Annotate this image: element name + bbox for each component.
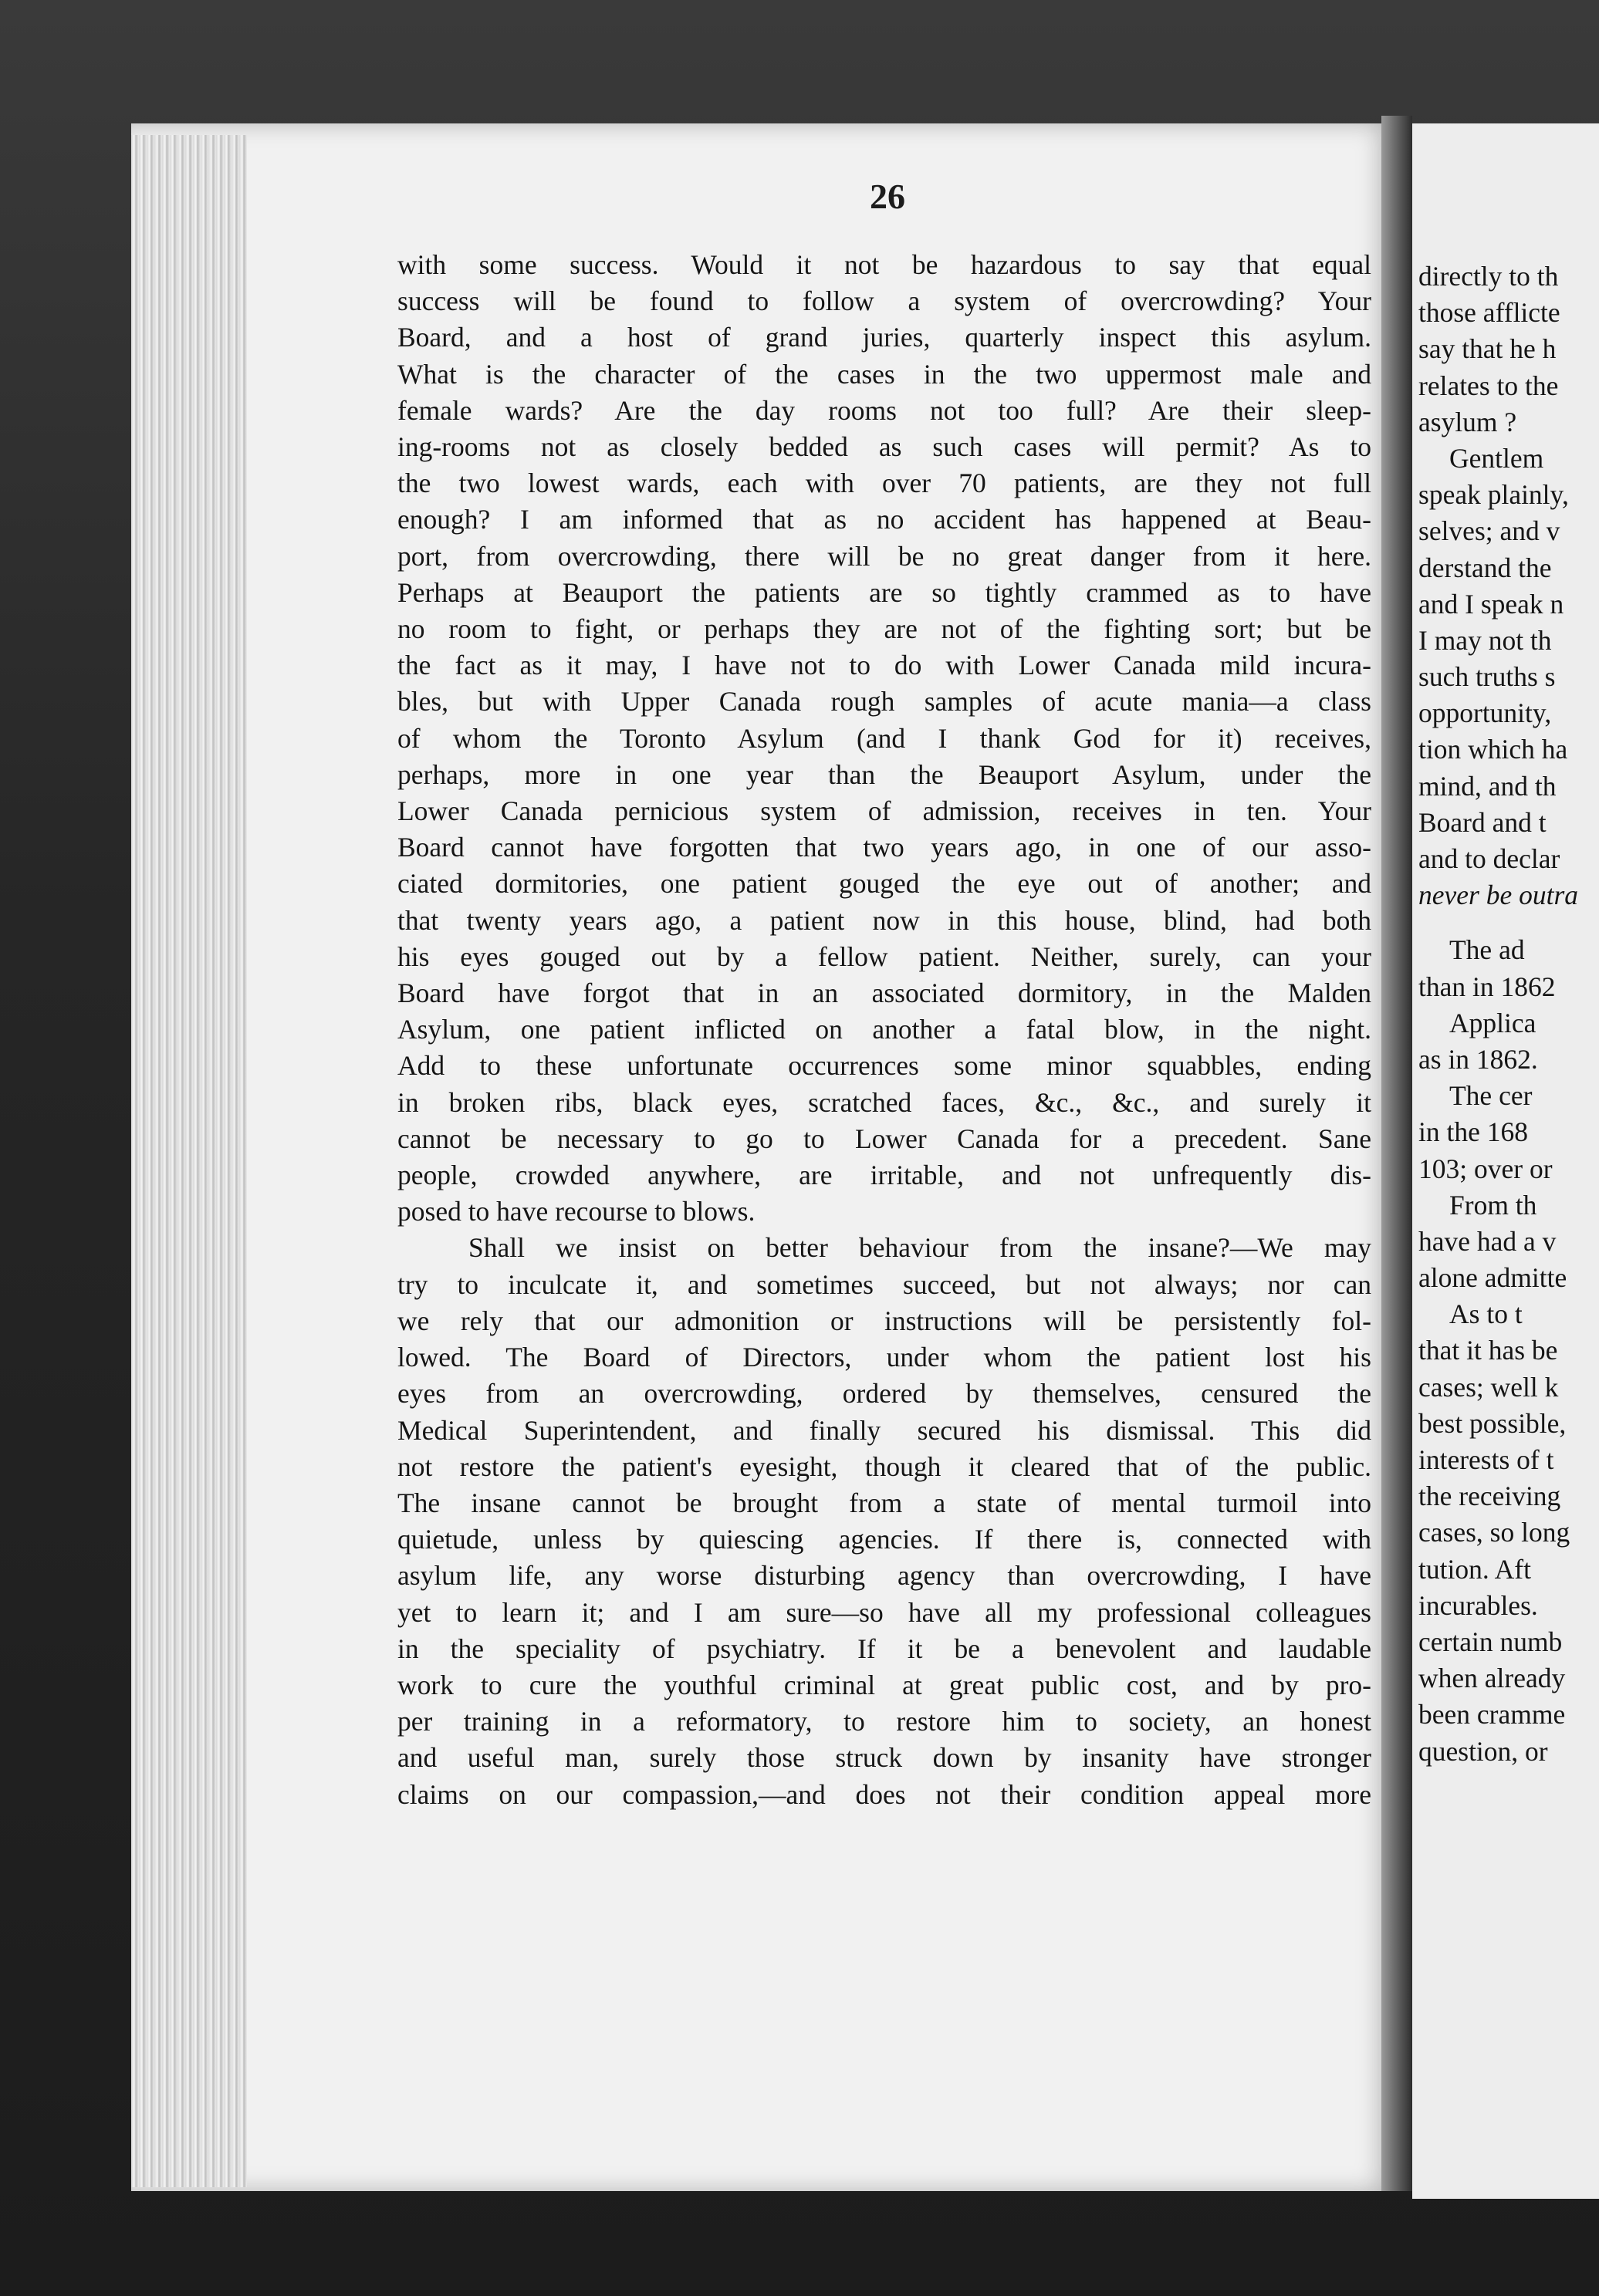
paragraph-2 [397,1230,1371,1812]
text-line: I may not th [1418,624,1552,656]
text-line: success will be found to follow a system of overcrowding? Your [397,285,1371,317]
text-line: Lower Canada pernicious system of admission, receives in ten. Your [397,795,1371,827]
text-line: the fact as it may, I have not to do with Lower Canada mild incura- [397,650,1371,681]
text-line: tution. Aft [1418,1553,1531,1585]
text-line: as in 1862. [1418,1043,1538,1075]
text-line: his eyes gouged out by a fellow patient. Neither, surely, can your [397,940,1371,972]
text-line: been cramme [1418,1699,1566,1730]
text-line: and to declar [1418,843,1560,874]
text-line: have had a v [1418,1225,1557,1257]
text-line: in broken ribs, black eyes, scratched faces, &c., &c., and surely it [397,1086,1371,1118]
text-line: opportunity, [1418,697,1552,729]
text-line: From th [1449,1189,1537,1221]
text-line: with some success. Would it not be hazardous to say that equal [397,249,1371,280]
text-line: Asylum, one patient inflicted on another a fatal blow, in the night. [397,1014,1371,1045]
text-line: say that he h [1418,333,1557,365]
text-line: selves; and v [1418,515,1560,547]
text-line: of whom the Toronto Asylum (and I thank God for it) receives, [397,722,1371,754]
text-line: claims on our compassion,—and does not their condition appeal more [397,1778,1371,1810]
text-line: What is the character of the cases in the two uppermost male and [397,358,1371,390]
text-line: Medical Superintendent, and finally secured his dismissal. This did [397,1414,1371,1446]
text-line: those afflicte [1418,297,1560,329]
text-line: Shall we insist on better behaviour from the insane?—We may [468,1232,1371,1264]
right-page-text [1418,258,1599,1770]
text-line: asylum life, any worse disturbing agency than overcrowding, I have [397,1560,1371,1592]
text-line: eyes from an overcrowding, ordered by themselves, censured the [397,1378,1371,1410]
text-line: yet to learn it; and I am sure—so have all my professional colleagues [397,1596,1371,1628]
text-line: The ad [1449,934,1525,966]
text-line: bles, but with Upper Canada rough samples of acute mania—a class [397,686,1371,718]
text-line: Add to these unfortunate occurrences some minor squabbles, ending [397,1050,1371,1082]
text-line: 103; over or [1418,1153,1553,1184]
text-line: when already [1418,1663,1566,1694]
text-line: the two lowest wards, each with over 70 patients, are they not full [397,468,1371,499]
text-line: derstand the [1418,552,1552,583]
text-line: The insane cannot be brought from a state of mental turmoil into [397,1487,1371,1518]
text-line: posed to have recourse to blows. [397,1196,756,1227]
left-page-text [397,247,1371,1813]
text-line: best possible, [1418,1407,1567,1439]
text-line: relates to the [1418,370,1559,401]
text-line: Board, and a host of grand juries, quarterly inspect this asylum. [397,322,1371,353]
text-line: Board cannot have forgotten that two years ago, in one of our asso- [397,832,1371,863]
text-line: never be outra [1418,880,1579,911]
text-line: in the 168 [1418,1116,1528,1148]
text-line: lowed. The Board of Directors, under whom the patient lost his [397,1342,1371,1373]
text-line: people, crowded anywhere, are irritable, and not unfrequently dis- [397,1160,1371,1191]
text-line: in the speciality of psychiatry. If it be a benevolent and laudable [397,1633,1371,1664]
text-line: As to t [1449,1298,1523,1330]
text-line: work to cure the youthful criminal at great public cost, and by pro- [397,1669,1371,1700]
text-line: and useful man, surely those struck down by insanity have stronger [397,1742,1371,1774]
text-line: alone admitte [1418,1262,1567,1294]
text-line: quietude, unless by quiescing agencies. If there is, connected with [397,1524,1371,1555]
text-line: incurables. [1418,1589,1538,1621]
text-line: the receiving [1418,1481,1561,1512]
book-gutter [1381,116,1412,2191]
text-line: we rely that our admonition or instructions will be persistently fol- [397,1305,1371,1336]
text-line: female wards? Are the day rooms not too full? Are their sleep- [397,394,1371,426]
text-line: enough? I am informed that as no accident has happened at Beau- [397,504,1371,535]
text-line: ciated dormitories, one patient gouged the eye out of another; and [397,868,1371,900]
text-line: speak plainly, [1418,479,1569,511]
text-line: cases, so long [1418,1517,1570,1548]
text-line: that twenty years ago, a patient now in this house, blind, had both [397,904,1371,936]
text-line: port, from overcrowding, there will be no great danger from it here. [397,540,1371,572]
text-line: such truths s [1418,661,1556,693]
text-line: that it has be [1418,1335,1558,1366]
page-edges [131,135,247,2187]
text-line: Gentlem [1449,442,1544,474]
text-line: try to inculcate it, and sometimes succeed, but not always; nor can [397,1268,1371,1300]
text-line: cannot be necessary to go to Lower Canada for a precedent. Sane [397,1123,1371,1154]
text-line: and I speak n [1418,588,1564,620]
text-line: no room to fight, or perhaps they are not of the fighting sort; but be [397,613,1371,645]
text-line: Board have forgot that in an associated dormitory, in the Malden [397,977,1371,1009]
text-line: per training in a reformatory, to restore him to society, an honest [397,1706,1371,1737]
text-line: Applica [1449,1007,1536,1038]
text-line: Perhaps at Beauport the patients are so tightly crammed as to have [397,576,1371,608]
page-number: 26 [870,177,905,216]
text-line: tion which ha [1418,734,1568,765]
text-line: mind, and th [1418,770,1557,802]
text-line: perhaps, more in one year than the Beauport Asylum, under the [397,758,1371,790]
text-line: certain numb [1418,1626,1563,1657]
text-line: directly to th [1418,261,1559,292]
text-line: not restore the patient's eyesight, though it cleared that of the public. [397,1450,1371,1482]
text-line: question, or [1418,1735,1548,1767]
text-line: interests of t [1418,1444,1554,1475]
text-line: than in 1862 [1418,971,1556,1002]
text-line: Board and t [1418,806,1547,838]
text-line: cases; well k [1418,1371,1559,1403]
text-line: asylum ? [1418,406,1517,437]
paragraph-1 [397,247,1371,1230]
text-line: The cer [1449,1080,1533,1112]
text-line: ing-rooms not as closely bedded as such cases will permit? As to [397,431,1371,463]
